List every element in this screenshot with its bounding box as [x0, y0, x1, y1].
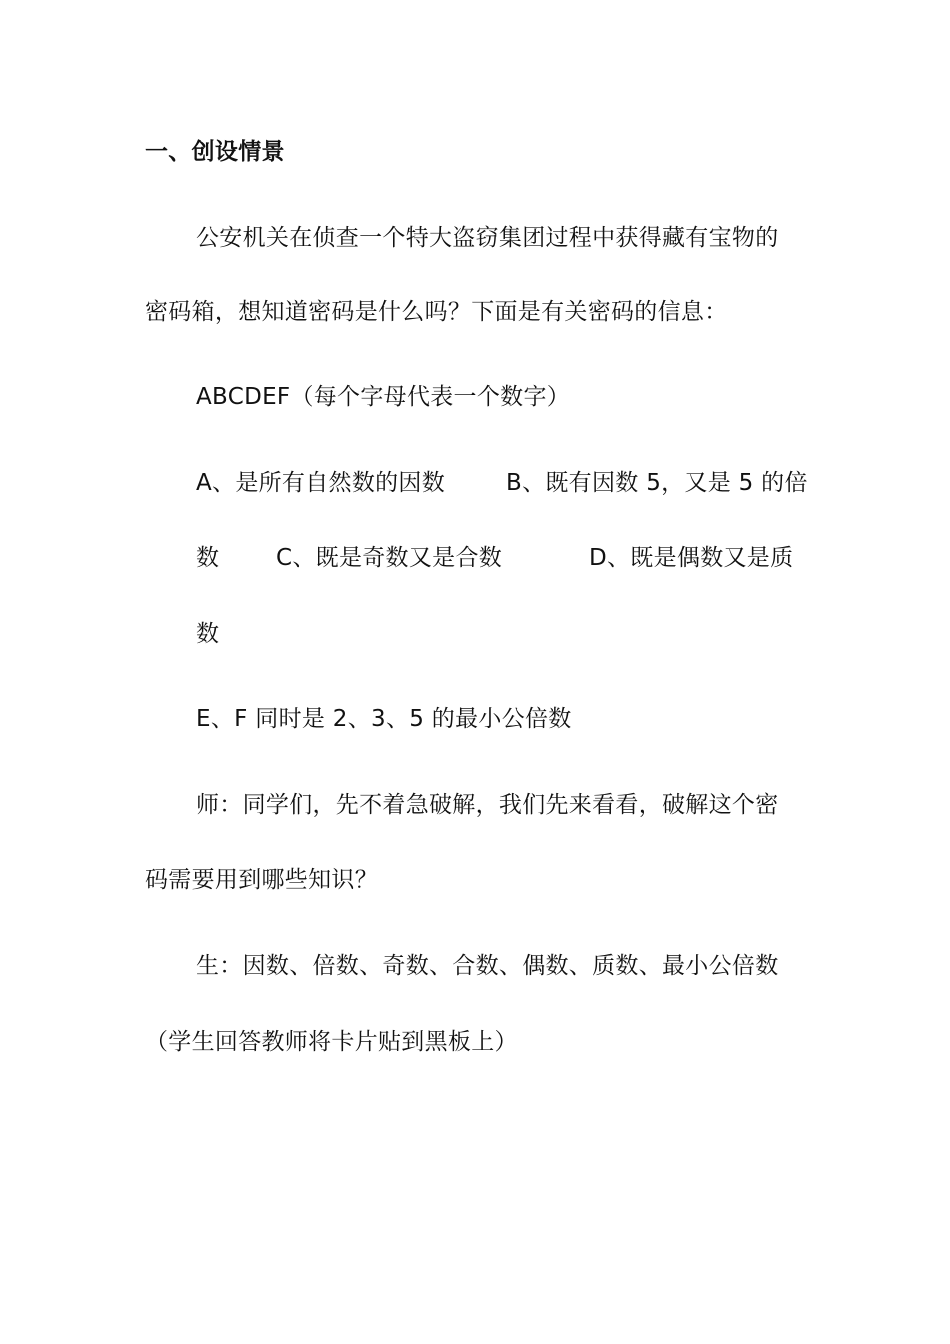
intro-paragraph-line-2: 密码箱，想知道密码是什么吗？下面是有关密码的信息：: [145, 299, 728, 325]
teacher-line-1: 师：同学们，先不着急破解，我们先来看看，破解这个密: [196, 792, 779, 818]
intro-paragraph-line-1: 公安机关在侦查一个特大盗窃集团过程中获得藏有宝物的: [196, 225, 779, 251]
student-line-1: 生：因数、倍数、奇数、合数、偶数、质数、最小公倍数: [196, 953, 779, 979]
clue-a: A、是所有自然数的因数: [196, 470, 446, 496]
clue-d: D、既是偶数又是质: [589, 545, 794, 571]
section-heading: 一、创设情景: [145, 139, 285, 165]
clue-d-continued: 数: [196, 621, 220, 647]
teacher-line-2: 码需要用到哪些知识？: [145, 867, 378, 893]
clue-b: B、既有因数 5，又是 5 的倍: [506, 470, 808, 496]
clue-ef: E、F 同时是 2、3、5 的最小公倍数: [196, 706, 572, 732]
clue-c: C、既是奇数又是合数: [276, 545, 503, 571]
student-line-2: （学生回答教师将卡片贴到黑板上）: [145, 1029, 518, 1055]
clue-b-continued: 数: [196, 545, 220, 571]
password-description: ABCDEF（每个字母代表一个数字）: [196, 384, 571, 410]
